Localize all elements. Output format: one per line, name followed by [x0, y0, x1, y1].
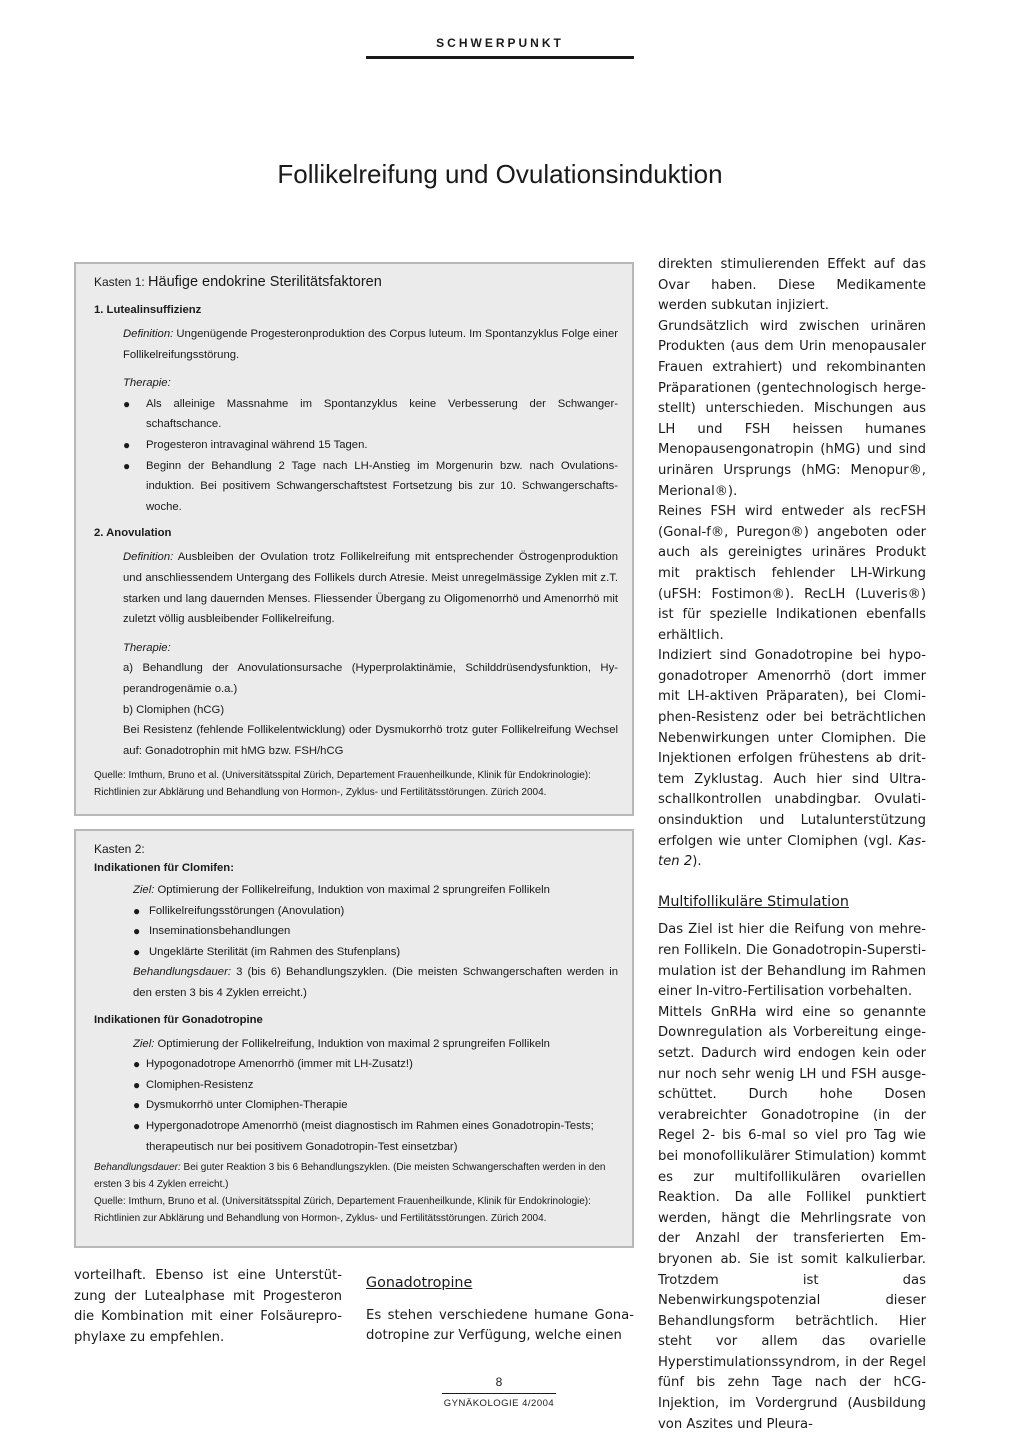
list-item — [133, 1116, 622, 1157]
list-item-text: Beginn der Behandlung 2 Tage nach LH-Anstieg im Morgenurin bzw. nach Ovulationsinduktion. Bei positivem Schwangerschaftstest Fortsetzung bis zur 10. Schwangerschaftswoche. — [146, 459, 618, 513]
list-item-text: Inseminationsbehandlungen — [149, 925, 291, 938]
list-item-text: Hypergonadotrope Amenorrhö (meist diagnostisch im Rahmen eines Gonadotropin-Tests; therapeutisch nur bei positivem Gonadotropin-Test einsetzbar) — [146, 1119, 594, 1153]
list-item — [133, 942, 622, 963]
box2-gonado-list — [94, 1054, 622, 1157]
goal-text: Optimierung der Follikelreifung, Induktion von maximal 2 sprungreifen Follikeln — [154, 884, 550, 896]
box2-duration — [94, 1159, 622, 1193]
paragraph: Das Ziel ist hier die Reifung von mehreren Follikeln. Die Gonadotropin-Superstimulation ist der Behandlung im Rahmen einer In-vitro-Fertilisation vorbehalten. — [658, 922, 926, 1000]
info-box-1 — [74, 262, 634, 816]
box2-source: Quelle: Imthurn, Bruno et al. (Universitätsspital Zürich, Departement Frauenheilkunde, Klinik für Endokrinologie): Richtlinien zur Abklärung und Behandlung von Hormon-, Zyklus- und Fertilitätsstörungen. Zürich 2004. — [94, 1196, 591, 1225]
definition-label: Definition: — [123, 551, 174, 564]
bullet-icon: ● — [133, 903, 141, 918]
list-item-text: Hypogonadotrope Amenorrhö (immer mit LH-Zusatz!) — [146, 1058, 413, 1071]
list-item-text: Dysmukorrhö unter Clomiphen-Therapie — [146, 1099, 348, 1112]
paragraph: Es stehen verschiedene humane Gonadotropine zur Verfügung, welche einen — [366, 1307, 634, 1344]
definition-text: Ungenügende Progesteronproduktion des Corpus luteum. Im Spontanzyklus Folge einer Follikelreifungsstörung. — [123, 328, 618, 361]
box2-label: Kasten 2: — [94, 842, 145, 856]
duration-label: Behandlungsdauer: — [133, 966, 231, 979]
paragraph: vorteilhaft. Ebenso ist eine Unterstützung der Lutealphase mit Progesteron die Kombination mit einer Folsäureprophylaxe zu empfehlen. — [74, 1268, 342, 1345]
bullet-icon: ● — [133, 944, 141, 959]
duration-text: 3 (bis 6) Behandlungszyklen. (Die meisten Schwangerschaften werden in den ersten 3 bis 4 Zyklen erreicht.) — [133, 966, 618, 999]
goal-label: Ziel: — [133, 1037, 155, 1050]
bullet-icon: ● — [133, 1057, 141, 1072]
box1-section2-therapy — [94, 638, 622, 762]
bullet-icon: ● — [133, 1077, 141, 1092]
list-item — [123, 394, 622, 435]
section-heading: Multifollikuläre Stimulation — [658, 893, 849, 910]
bullet-icon: ● — [133, 1118, 141, 1133]
list-item — [133, 901, 622, 922]
box1-section1-title: 1. Lutealinsuffizienz — [94, 304, 202, 316]
paragraph — [658, 646, 926, 873]
definition-label: Definition: — [123, 328, 174, 340]
list-item-text: Follikelreifungsstörungen (Anovulation) — [149, 904, 345, 917]
list-item-text: Ungeklärte Sterilität (im Rahmen des Stufenplans) — [149, 945, 401, 958]
box2-gonado-goal — [94, 1034, 622, 1055]
box2-gonado-title: Indikationen für Gonadotropine — [94, 1013, 263, 1026]
box2-clomifen-list — [94, 901, 622, 963]
box1-section1-therapy — [94, 373, 622, 517]
box1-header — [94, 274, 622, 290]
paragraph: Reines FSH wird entweder als recFSH (Gonal-f®, Puregon®) angeboten oder auch als gereinigtes urinäres Produkt mit praktisch fehlender LH-Wirkung (uFSH: Fostimon®). RecLH (Luveris®) ist für spezielle Indikationen ebenfalls erhältlich. — [658, 504, 926, 643]
list-item — [133, 1075, 622, 1096]
list-item-text: Als alleinige Massnahme im Spontanzyklus keine Verbesserung der Schwangerschaftschance. — [146, 397, 618, 431]
bottom-middle-column — [366, 1273, 634, 1347]
paragraph-text: Indiziert sind Gonadotropine bei hypogonadotroper Amenorrhö (dort immer mit LH-aktiven Präparaten), bei Clomiphen-Resistenz oder bei beträchtlichen Nebenwirkungen unter Clomiphen. Die Injektionen erfolgen frühestens ab drittem Zyklustag. Auch hier sind Ultraschallkontrollen unabdingbar. Ovulationsinduktion und Lutalunterstützung erfolgen wie unter Clomiphen (vgl. — [658, 648, 926, 849]
list-item — [123, 456, 622, 518]
bottom-left-column — [74, 1266, 342, 1348]
therapy-label: Therapie: — [123, 641, 171, 654]
list-item — [123, 435, 622, 456]
bullet-icon: ● — [133, 1098, 141, 1113]
footer-rule — [442, 1393, 556, 1394]
goal-label: Ziel: — [133, 884, 155, 896]
box2-clomifen-goal — [94, 880, 622, 901]
therapy-label: Therapie: — [123, 377, 171, 390]
page-title: Follikelreifung und Ovulationsinduktion — [277, 159, 723, 190]
list-item — [133, 1095, 622, 1116]
box1-section1-definition — [94, 324, 622, 365]
list-item-text: Clomiphen-Resistenz — [146, 1078, 254, 1091]
journal-name: GYNÄKOLOGIE 4/2004 — [443, 1398, 555, 1409]
paragraph: direkten stimulierenden Effekt auf das Ovar haben. Diese Medikamente werden subkutan injiziert. — [658, 257, 926, 314]
bullet-icon: ● — [133, 924, 141, 939]
box2-clomifen-duration — [94, 962, 622, 1003]
therapy-item-a: a) Behandlung der Anovulationsursache (Hyperprolaktinämie, Schilddrüsendysfunktion, Hyperandrogenämie o.a.) — [123, 662, 618, 695]
definition-text: Ausbleiben der Ovulation trotz Follikelreifung mit entsprechender Östrogenproduktion und anschliessendem Untergang des Follikels durch Atresie. Meist unregelmässige Zyklen mit z.T. starken und lang dauernden Menses. Fliessender Übergang zu Oligomenorrhö und Amenorrhö mit zuletzt völlig ausbleibender Follikelreifung. — [123, 551, 618, 626]
page-number: 8 — [495, 1375, 503, 1389]
box1-heading: Häufige endokrine Sterilitätsfaktoren — [148, 274, 382, 290]
duration-text: Bei guter Reaktion 3 bis 6 Behandlungszyklen. (Die meisten Schwangerschaften werden in den ersten 3 bis 4 Zyklen erreicht.) — [94, 1162, 606, 1191]
therapy-item-b: b) Clomiphen (hCG) — [123, 703, 225, 716]
bullet-icon: ● — [123, 458, 131, 473]
section-tag: SCHWERPUNKT — [436, 36, 564, 50]
bullet-icon: ● — [123, 437, 131, 452]
section-heading: Gonadotropine — [366, 1275, 473, 1291]
box1-section2-title: 2. Anovulation — [94, 527, 172, 540]
box1-section2-definition — [94, 547, 622, 629]
therapy-item-c: Bei Resistenz (fehlende Follikelentwicklung) oder Dysmukorrhö trotz guter Follikelreifung Wechsel auf: Gonadotrophin mit hMG bzw. FSH/hCG — [123, 724, 618, 757]
right-column — [658, 255, 926, 1435]
section-rule — [366, 56, 634, 59]
paragraph-end: ). — [692, 854, 702, 870]
info-box-2 — [74, 829, 634, 1248]
paragraph: Grundsätzlich wird zwischen urinären Produkten (aus dem Urin menopausaler Frauen extrahiert) und rekombinanten Präparationen (gentechnologisch hergestellt) unterschieden. Mischungen aus LH und FSH heissen humanes Menopausengonatropin (hMG) und sind urinären Ursprungs (hMG: Menopur®, Merional®). — [658, 318, 926, 499]
duration-label: Behandlungsdauer: — [94, 1162, 181, 1174]
box1-label: Kasten 1: — [94, 275, 149, 289]
box-reference: Kasten 2 — [658, 833, 926, 870]
list-item — [133, 921, 622, 942]
box1-source: Quelle: Imthurn, Bruno et al. (Universitätsspital Zürich, Departement Frauenheilkunde, Klinik für Endokrinologie): Richtlinien zur Abklärung und Behandlung von Hormon-, Zyklus- und Fertilitätsstörungen. Zürich 2004. — [94, 770, 591, 799]
paragraph: Mittels GnRHa wird eine so genannte Downregulation als Vorbereitung eingesetzt. Dadurch wird endogen kein oder nur noch sehr wenig LH und FSH ausgeschüttet. Durch hohe Dosen verabreichter Gonadotropine (in der Regel 2- bis 6-mal so viel pro Tag wie bei monofollikulärer Stimulation) kommt es zur multifollikulären ovariellen Reaktion. Da alle Follikel punktiert werden, hängt die Mehrlingsrate von der Anzahl der transferierten Embryonen ab. Sie ist somit kalkulierbar. Trotzdem ist das Nebenwirkungspotenzial dieser Behandlungsform beträchtlich. Hier steht vor allem das ovarielle Hyperstimulationssyndrom, in der Regel fünf bis zehn Tage nach der hCG-Injektion, im Vordergrund (Ausbildung von Aszites und Pleura- — [658, 1004, 926, 1432]
bullet-icon: ● — [123, 396, 131, 411]
list-item — [133, 1054, 622, 1075]
goal-text: Optimierung der Follikelreifung, Induktion von maximal 2 sprungreifen Follikeln — [154, 1037, 550, 1050]
list-item-text: Progesteron intravaginal während 15 Tagen. — [146, 438, 368, 451]
box2-clomifen-title: Indikationen für Clomifen: — [94, 862, 234, 874]
